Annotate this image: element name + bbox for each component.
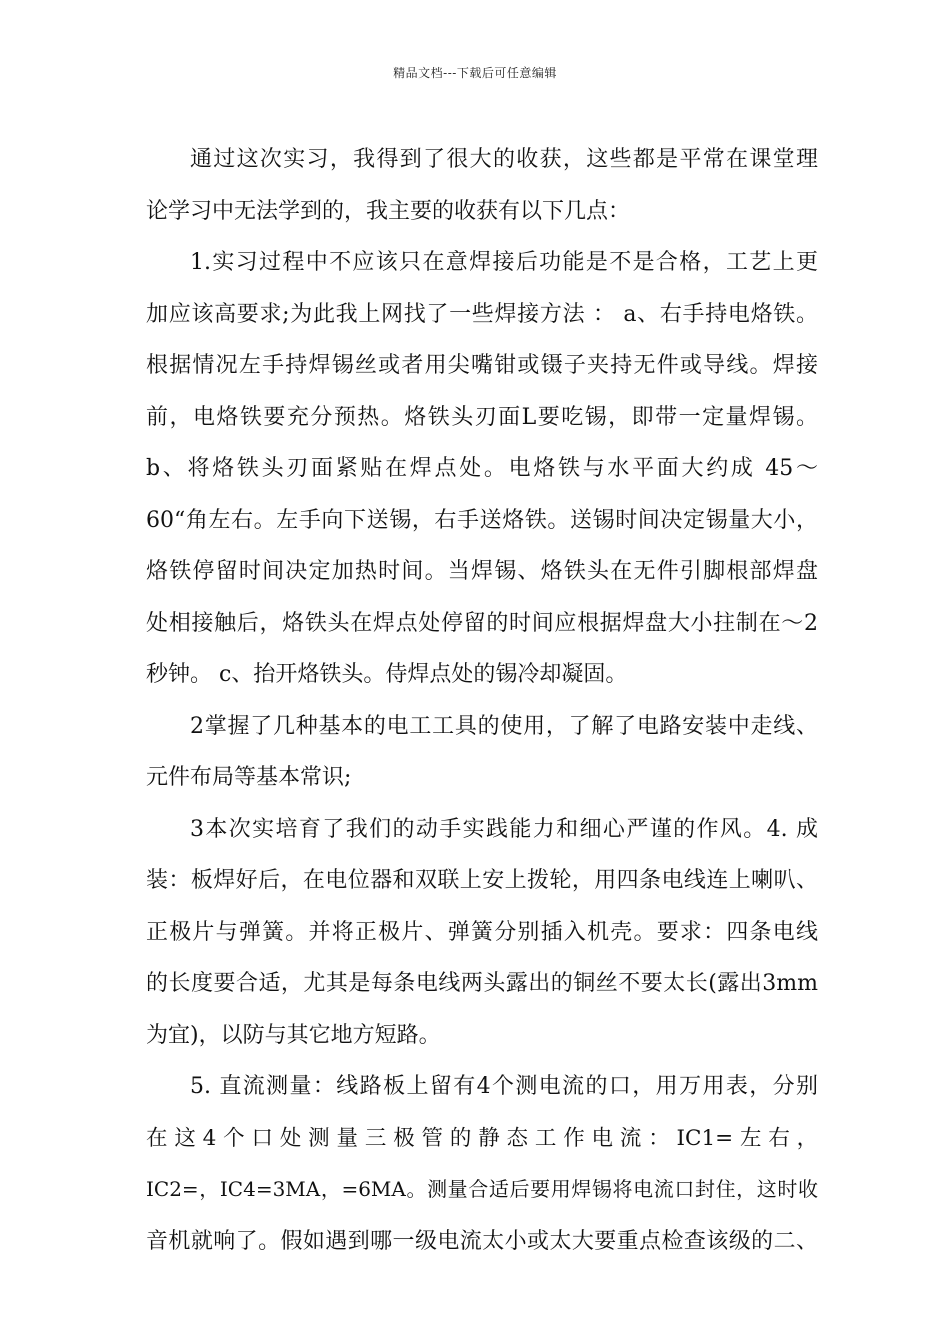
paragraph-line: 元件布局等基本常识; (146, 765, 352, 790)
paragraph-line: 通过这次实习，我得到了很大的收获，这些都是平常在课堂理 (190, 147, 818, 172)
paragraph-line: 秒钟。 c、抬开烙铁头。侍焊点处的锡冷却凝固。 (146, 662, 628, 687)
paragraph-line: 为宜)，以防与其它地方短路。 (146, 1022, 441, 1048)
paragraph-line: IC2=，IC4=3MA，=6MA。测量合适后要用焊锡将电流口封住，这时收 (146, 1177, 818, 1201)
paragraph-line: 烙铁停留时间决定加热时间。当焊锡、烙铁头在无件引脚根部焊盘 (146, 559, 818, 584)
paragraph-line: 5. 直流测量：线路板上留有4个测电流的口，用万用表，分别 (190, 1074, 818, 1099)
paragraph-line: 处相接触后，烙铁头在焊点处停留的时间应根据焊盘大小拄制在～2 (146, 610, 818, 636)
paragraph-line: 60“角左右。左手向下送锡，右手送烙铁。送锡时间决定锡量大小， (146, 507, 818, 533)
paragraph-line: 2掌握了几种基本的电工工具的使用，了解了电路安装中走线、 (190, 713, 818, 739)
paragraph-line: 装：板焊好后，在电位器和双联上安上拨轮，用四条电线连上喇叭、 (146, 868, 818, 893)
paragraph-line: 的长度要合适，尤其是每条电线两头露出的铜丝不要太长(露出3mm (146, 971, 818, 996)
paragraph-line: 在 这 4 个 口 处 测 量 三 极 管 的 静 态 工 作 电 流 ： IC1= 左 右 ， (146, 1125, 819, 1151)
page-header: 精品文档---下载后可任意编辑 (393, 66, 557, 80)
paragraph-line: 正极片与弹簧。并将正极片、弹簧分别插入机壳。要求：四条电线 (146, 919, 818, 945)
body-text (146, 134, 818, 1267)
paragraph-line: 论学习中无法学到的，我主要的收获有以下几点： (146, 198, 631, 224)
paragraph-line: 音机就响了。假如遇到哪一级电流太小或太大要重点检查该级的二、 (146, 1228, 818, 1254)
paragraph-line: 1.实习过程中不应该只在意焊接后功能是不是合格，工艺上更 (190, 250, 818, 275)
paragraph-line: 前，电烙铁要充分预热。烙铁头刃面L要吃锡，即带一定量焊锡。 (146, 404, 818, 430)
paragraph-line: 加应该高要求;为此我上网找了一些焊接方法 ： a、右手持电烙铁。 (146, 301, 818, 327)
paragraph-line: b、将烙铁头刃面紧贴在焊点处。电烙铁与水平面大约成 45～ (146, 456, 818, 481)
paragraph-line: 根据情况左手持焊锡丝或者用尖嘴钳或镊子夹持无件或导线。焊接 (146, 353, 818, 378)
paragraph-line: 3本次实培育了我们的动手实践能力和细心严谨的作风。4. 成 (190, 816, 818, 842)
